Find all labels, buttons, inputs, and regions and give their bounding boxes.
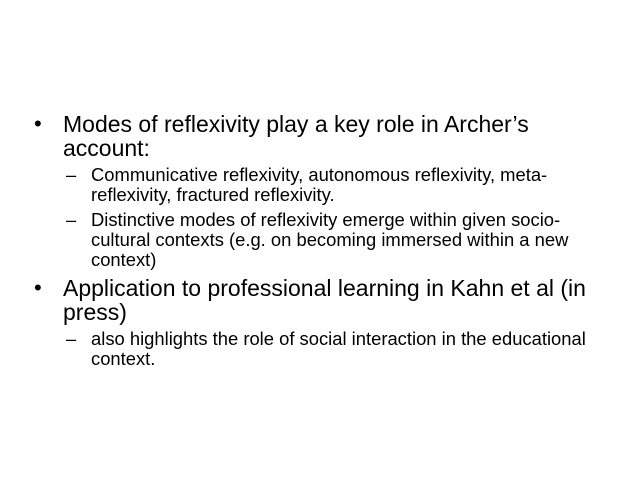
sub-bullet-text: also highlights the role of social interaction in the educational context. bbox=[91, 328, 586, 369]
sub-bullet-text: Communicative reflexivity, autonomous reflexivity, meta-reflexivity, fractured reflexivity. bbox=[91, 164, 548, 205]
bullet-icon: • bbox=[34, 111, 42, 136]
sub-bullet-item bbox=[30, 210, 610, 270]
sub-bullet-item bbox=[30, 329, 610, 369]
bullet-text: Modes of reflexivity play a key role in Archer’s account: bbox=[63, 111, 529, 161]
bullet-item bbox=[30, 112, 610, 160]
dash-icon: – bbox=[66, 209, 77, 230]
dash-icon: – bbox=[66, 328, 77, 349]
dash-icon: – bbox=[66, 164, 77, 185]
bullet-text: Application to professional learning in Kahn et al (in press) bbox=[63, 275, 586, 325]
bullet-icon: • bbox=[34, 275, 42, 300]
sub-bullet-item bbox=[30, 165, 610, 205]
sub-bullet-text: Distinctive modes of reflexivity emerge within given socio-cultural contexts (e.g. on becoming immersed within a new context) bbox=[91, 209, 569, 270]
bullet-item bbox=[30, 276, 610, 324]
slide-content bbox=[30, 110, 610, 369]
